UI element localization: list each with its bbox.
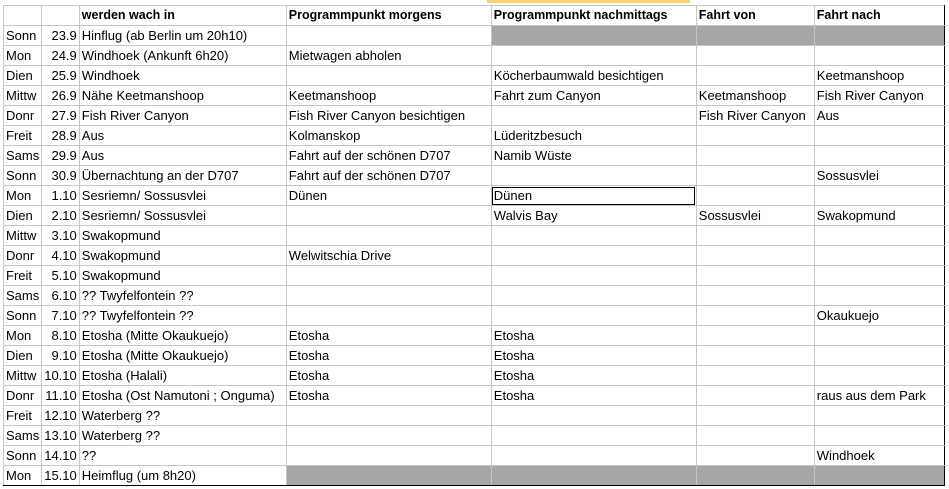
drive-from-cell[interactable]: [696, 386, 814, 406]
day-cell[interactable]: Mon: [4, 326, 42, 346]
column-header-6[interactable]: Fahrt von: [696, 6, 814, 26]
drive-from-cell[interactable]: [696, 226, 814, 246]
wake-location-cell[interactable]: Waterberg ??: [79, 426, 286, 446]
table-row: [4, 206, 945, 226]
morning-program-cell[interactable]: Dünen: [286, 186, 491, 206]
table-row: [4, 26, 945, 46]
day-cell[interactable]: Mittw: [4, 366, 42, 386]
day-cell[interactable]: Freit: [4, 266, 42, 286]
afternoon-program-cell[interactable]: Etosha: [491, 326, 696, 346]
table-row: [4, 286, 945, 306]
table-row: [4, 246, 945, 266]
drive-to-cell[interactable]: Swakopmund: [814, 206, 944, 226]
wake-location-cell[interactable]: Aus: [79, 146, 286, 166]
drive-from-cell[interactable]: [696, 66, 814, 86]
afternoon-program-cell[interactable]: Dünen: [491, 186, 696, 206]
table-row: [4, 386, 945, 406]
date-cell[interactable]: 24.9: [42, 46, 80, 66]
wake-location-cell[interactable]: Nähe Keetmanshoop: [79, 86, 286, 106]
afternoon-program-cell[interactable]: Etosha: [491, 346, 696, 366]
drive-to-cell[interactable]: [814, 426, 944, 446]
day-cell[interactable]: Sams: [4, 426, 42, 446]
afternoon-program-cell[interactable]: Fahrt zum Canyon: [491, 86, 696, 106]
active-column-marker: [487, 0, 690, 3]
drive-from-cell[interactable]: [696, 466, 814, 486]
day-cell[interactable]: Dien: [4, 206, 42, 226]
drive-from-cell[interactable]: [696, 346, 814, 366]
drive-from-cell[interactable]: [696, 286, 814, 306]
table-row: [4, 126, 945, 146]
wake-location-cell[interactable]: Aus: [79, 126, 286, 146]
day-cell[interactable]: Freit: [4, 126, 42, 146]
drive-to-cell[interactable]: [814, 46, 944, 66]
date-cell[interactable]: 14.10: [42, 446, 80, 466]
drive-to-cell[interactable]: Windhoek: [814, 446, 944, 466]
drive-to-cell[interactable]: Aus: [814, 106, 944, 126]
wake-location-cell[interactable]: Windhoek: [79, 66, 286, 86]
date-cell[interactable]: 9.10: [42, 346, 80, 366]
column-header-4[interactable]: Programmpunkt morgens: [286, 6, 491, 26]
wake-location-cell[interactable]: ?? Twyfelfontein ??: [79, 286, 286, 306]
morning-program-cell[interactable]: [286, 66, 491, 86]
afternoon-program-cell[interactable]: [491, 46, 696, 66]
day-cell[interactable]: Mittw: [4, 226, 42, 246]
morning-program-cell[interactable]: [286, 446, 491, 466]
wake-location-cell[interactable]: Windhoek (Ankunft 6h20): [79, 46, 286, 66]
morning-program-cell[interactable]: Fahrt auf der schönen D707: [286, 146, 491, 166]
table-row: [4, 446, 945, 466]
date-cell[interactable]: 1.10: [42, 186, 80, 206]
drive-from-cell[interactable]: [696, 26, 814, 46]
drive-to-cell[interactable]: [814, 286, 944, 306]
table-row: [4, 46, 945, 66]
morning-program-cell[interactable]: Fish River Canyon besichtigen: [286, 106, 491, 126]
afternoon-program-cell[interactable]: [491, 446, 696, 466]
drive-to-cell[interactable]: [814, 246, 944, 266]
afternoon-program-cell[interactable]: [491, 266, 696, 286]
wake-location-cell[interactable]: ?? Twyfelfontein ??: [79, 306, 286, 326]
table-row: [4, 326, 945, 346]
column-header-5[interactable]: Programmpunkt nachmittags: [491, 6, 696, 26]
table-row: [4, 406, 945, 426]
wake-location-cell[interactable]: Etosha (Mitte Okaukuejo): [79, 326, 286, 346]
table-row: [4, 226, 945, 246]
table-row: [4, 86, 945, 106]
morning-program-cell[interactable]: Etosha: [286, 326, 491, 346]
table-row: [4, 346, 945, 366]
day-cell[interactable]: Donr: [4, 106, 42, 126]
table-row: [4, 66, 945, 86]
table-row: [4, 426, 945, 446]
afternoon-program-cell[interactable]: [491, 26, 696, 46]
drive-from-cell[interactable]: [696, 146, 814, 166]
morning-program-cell[interactable]: Fahrt auf der schönen D707: [286, 166, 491, 186]
date-cell[interactable]: 29.9: [42, 146, 80, 166]
drive-to-cell[interactable]: [814, 366, 944, 386]
morning-program-cell[interactable]: [286, 206, 491, 226]
morning-program-cell[interactable]: Keetmanshoop: [286, 86, 491, 106]
morning-program-cell[interactable]: Etosha: [286, 346, 491, 366]
drive-from-cell[interactable]: [696, 46, 814, 66]
drive-to-cell[interactable]: Keetmanshoop: [814, 66, 944, 86]
morning-program-cell[interactable]: Etosha: [286, 366, 491, 386]
day-cell[interactable]: Donr: [4, 386, 42, 406]
morning-program-cell[interactable]: Etosha: [286, 386, 491, 406]
date-cell[interactable]: 7.10: [42, 306, 80, 326]
morning-program-cell[interactable]: [286, 226, 491, 246]
wake-location-cell[interactable]: Swakopmund: [79, 266, 286, 286]
wake-location-cell[interactable]: Sesriemn/ Sossusvlei: [79, 206, 286, 226]
wake-location-cell[interactable]: Sesriemn/ Sossusvlei: [79, 186, 286, 206]
afternoon-program-cell[interactable]: Lüderitzbesuch: [491, 126, 696, 146]
day-cell[interactable]: Dien: [4, 346, 42, 366]
day-cell[interactable]: Freit: [4, 406, 42, 426]
date-cell[interactable]: 27.9: [42, 106, 80, 126]
afternoon-program-cell[interactable]: Etosha: [491, 366, 696, 386]
drive-from-cell[interactable]: [696, 406, 814, 426]
drive-from-cell[interactable]: Fish River Canyon: [696, 106, 814, 126]
drive-from-cell[interactable]: [696, 266, 814, 286]
wake-location-cell[interactable]: Etosha (Ost Namutoni ; Onguma): [79, 386, 286, 406]
wake-location-cell[interactable]: ??: [79, 446, 286, 466]
date-cell[interactable]: 4.10: [42, 246, 80, 266]
date-cell[interactable]: 3.10: [42, 226, 80, 246]
wake-location-cell[interactable]: Waterberg ??: [79, 406, 286, 426]
day-cell[interactable]: Sams: [4, 146, 42, 166]
afternoon-program-cell[interactable]: [491, 466, 696, 486]
afternoon-program-cell[interactable]: Namib Wüste: [491, 146, 696, 166]
day-cell[interactable]: Sams: [4, 286, 42, 306]
morning-program-cell[interactable]: Kolmanskop: [286, 126, 491, 146]
drive-to-cell[interactable]: [814, 146, 944, 166]
morning-program-cell[interactable]: [286, 286, 491, 306]
day-cell[interactable]: Sonn: [4, 166, 42, 186]
drive-to-cell[interactable]: [814, 186, 944, 206]
column-header-2[interactable]: [42, 6, 80, 26]
date-cell[interactable]: 5.10: [42, 266, 80, 286]
column-header-1[interactable]: [4, 6, 42, 26]
morning-program-cell[interactable]: Welwitschia Drive: [286, 246, 491, 266]
date-cell[interactable]: 12.10: [42, 406, 80, 426]
afternoon-program-cell[interactable]: [491, 406, 696, 426]
afternoon-program-cell[interactable]: [491, 306, 696, 326]
drive-from-cell[interactable]: Keetmanshoop: [696, 86, 814, 106]
day-cell[interactable]: Mon: [4, 46, 42, 66]
column-header-3[interactable]: werden wach in: [79, 6, 286, 26]
date-cell[interactable]: 23.9: [42, 26, 80, 46]
drive-to-cell[interactable]: [814, 26, 944, 46]
date-cell[interactable]: 26.9: [42, 86, 80, 106]
afternoon-program-cell[interactable]: [491, 246, 696, 266]
drive-to-cell[interactable]: [814, 126, 944, 146]
drive-from-cell[interactable]: [696, 306, 814, 326]
drive-from-cell[interactable]: [696, 426, 814, 446]
drive-from-cell[interactable]: [696, 326, 814, 346]
drive-to-cell[interactable]: Fish River Canyon: [814, 86, 944, 106]
afternoon-program-cell[interactable]: [491, 166, 696, 186]
date-cell[interactable]: 30.9: [42, 166, 80, 186]
afternoon-program-cell[interactable]: [491, 106, 696, 126]
wake-location-cell[interactable]: Fish River Canyon: [79, 106, 286, 126]
drive-from-cell[interactable]: [696, 446, 814, 466]
day-cell[interactable]: Mon: [4, 186, 42, 206]
wake-location-cell[interactable]: Swakopmund: [79, 226, 286, 246]
date-cell[interactable]: 10.10: [42, 366, 80, 386]
afternoon-program-cell[interactable]: Etosha: [491, 386, 696, 406]
drive-from-cell[interactable]: [696, 186, 814, 206]
column-header-7[interactable]: Fahrt nach: [814, 6, 944, 26]
drive-to-cell[interactable]: [814, 226, 944, 246]
drive-from-cell[interactable]: Sossusvlei: [696, 206, 814, 226]
date-cell[interactable]: 6.10: [42, 286, 80, 306]
wake-location-cell[interactable]: Heimflug (um 8h20): [79, 466, 286, 486]
table-row: [4, 366, 945, 386]
day-cell[interactable]: Donr: [4, 246, 42, 266]
morning-program-cell[interactable]: [286, 406, 491, 426]
afternoon-program-cell[interactable]: [491, 426, 696, 446]
morning-program-cell[interactable]: [286, 306, 491, 326]
day-cell[interactable]: Sonn: [4, 26, 42, 46]
date-cell[interactable]: 28.9: [42, 126, 80, 146]
day-cell[interactable]: Sonn: [4, 306, 42, 326]
table-row: [4, 166, 945, 186]
drive-from-cell[interactable]: [696, 246, 814, 266]
drive-to-cell[interactable]: Sossusvlei: [814, 166, 944, 186]
afternoon-program-cell[interactable]: [491, 286, 696, 306]
day-cell[interactable]: Dien: [4, 66, 42, 86]
date-cell[interactable]: 8.10: [42, 326, 80, 346]
drive-from-cell[interactable]: [696, 366, 814, 386]
table-row: [4, 466, 945, 486]
drive-from-cell[interactable]: [696, 126, 814, 146]
day-cell[interactable]: Mittw: [4, 86, 42, 106]
table-row: [4, 186, 945, 206]
drive-to-cell[interactable]: [814, 326, 944, 346]
date-cell[interactable]: 15.10: [42, 466, 80, 486]
day-cell[interactable]: Mon: [4, 466, 42, 486]
afternoon-program-cell[interactable]: Köcherbaumwald besichtigen: [491, 66, 696, 86]
table-row: [4, 306, 945, 326]
table-row: [4, 266, 945, 286]
wake-location-cell[interactable]: Übernachtung an der D707: [79, 166, 286, 186]
morning-program-cell[interactable]: [286, 426, 491, 446]
drive-to-cell[interactable]: raus aus dem Park: [814, 386, 944, 406]
afternoon-program-cell[interactable]: Walvis Bay: [491, 206, 696, 226]
drive-to-cell[interactable]: [814, 346, 944, 366]
header-row: [4, 6, 945, 26]
date-cell[interactable]: 13.10: [42, 426, 80, 446]
morning-program-cell[interactable]: [286, 26, 491, 46]
drive-from-cell[interactable]: [696, 166, 814, 186]
day-cell[interactable]: Sonn: [4, 446, 42, 466]
date-cell[interactable]: 11.10: [42, 386, 80, 406]
drive-to-cell[interactable]: [814, 466, 944, 486]
morning-program-cell[interactable]: [286, 466, 491, 486]
wake-location-cell[interactable]: Hinflug (ab Berlin um 20h10): [79, 26, 286, 46]
table-row: [4, 146, 945, 166]
wake-location-cell[interactable]: Swakopmund: [79, 246, 286, 266]
afternoon-program-cell[interactable]: [491, 226, 696, 246]
wake-location-cell[interactable]: Etosha (Mitte Okaukuejo): [79, 346, 286, 366]
date-cell[interactable]: 2.10: [42, 206, 80, 226]
table-row: [4, 106, 945, 126]
drive-to-cell[interactable]: [814, 266, 944, 286]
morning-program-cell[interactable]: [286, 266, 491, 286]
spreadsheet-grid: [3, 5, 945, 486]
date-cell[interactable]: 25.9: [42, 66, 80, 86]
drive-to-cell[interactable]: [814, 406, 944, 426]
wake-location-cell[interactable]: Etosha (Halali): [79, 366, 286, 386]
morning-program-cell[interactable]: Mietwagen abholen: [286, 46, 491, 66]
drive-to-cell[interactable]: Okaukuejo: [814, 306, 944, 326]
